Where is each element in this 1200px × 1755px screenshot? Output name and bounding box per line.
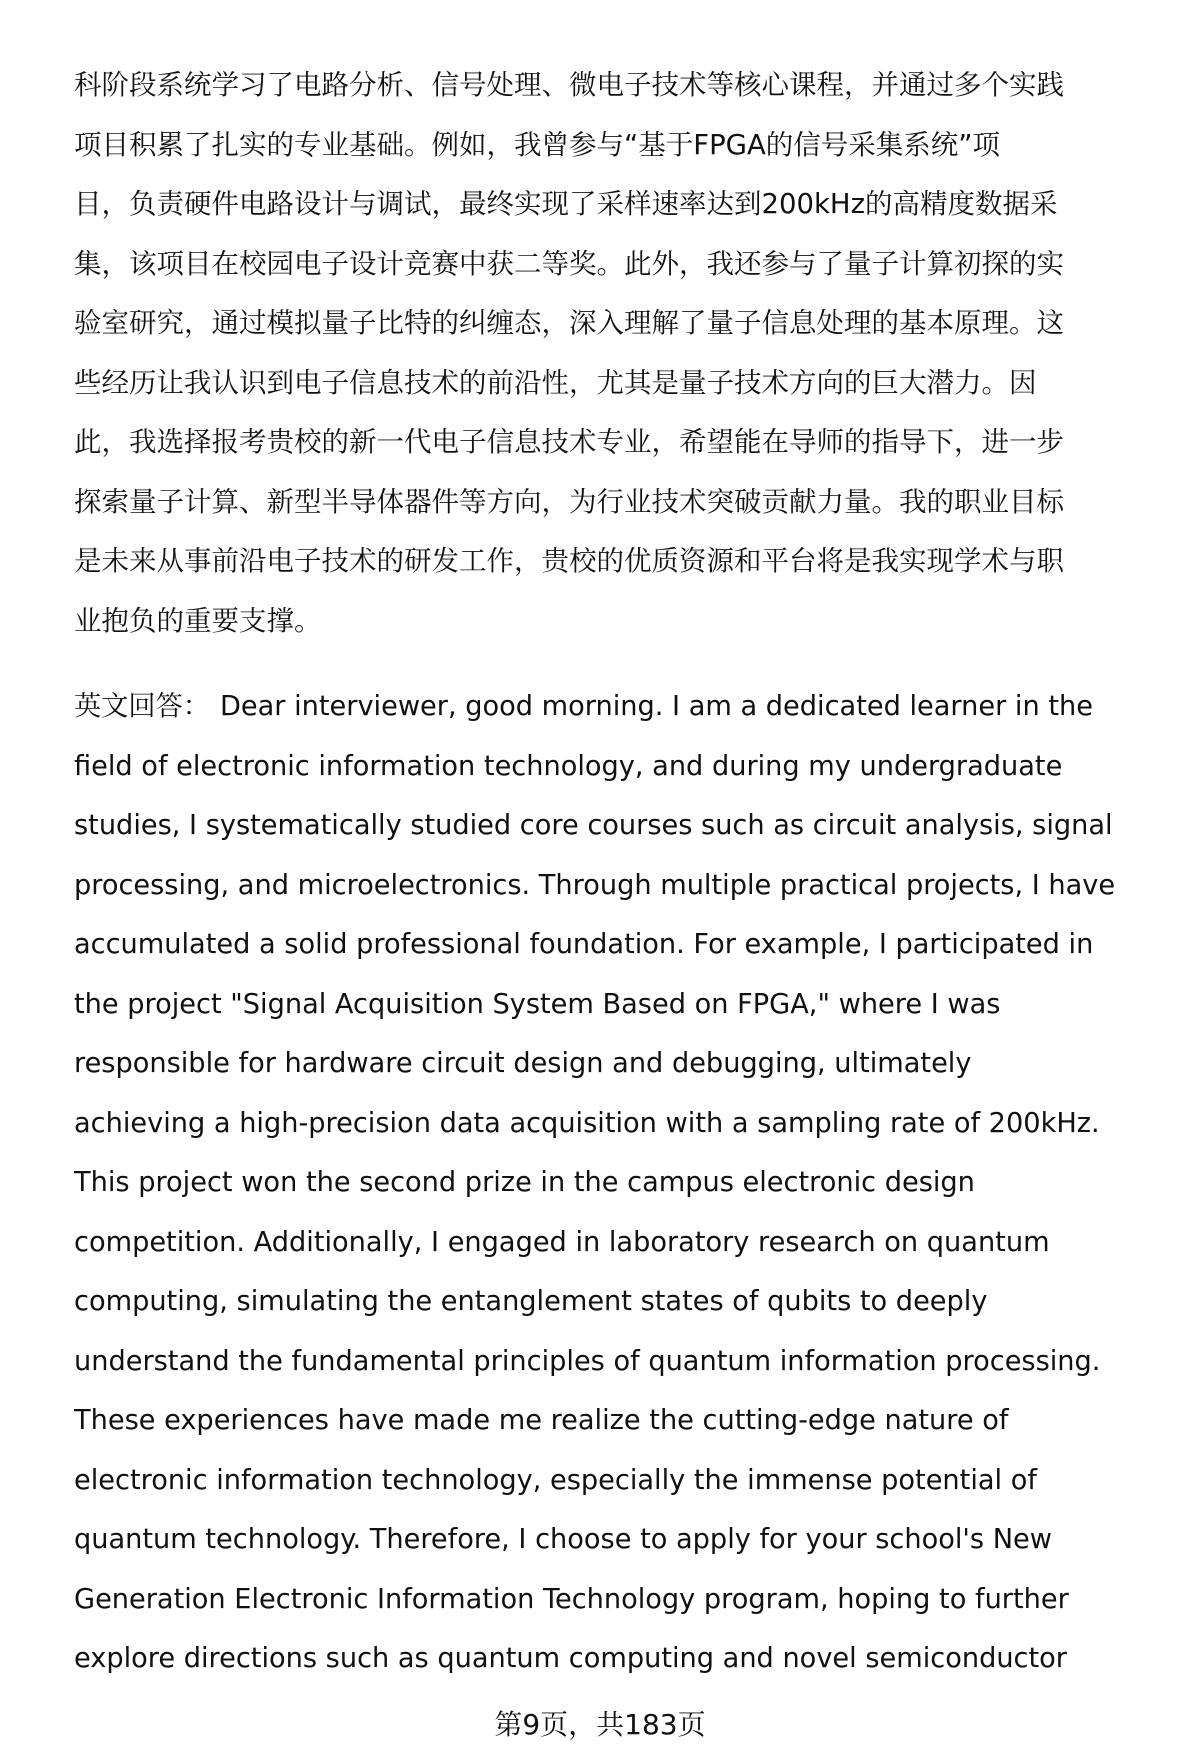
paragraph-line: processing, and microelectronics. Through multiple practical projects, I have	[74, 869, 1116, 901]
paragraph-line: the project "Signal Acquisition System Based on FPGA," where I was	[74, 988, 1001, 1020]
paragraph-line: 此，我选择报考贵校的新一代电子信息技术专业，希望能在导师的指导下，进一步	[74, 426, 1064, 458]
paragraph-line: 科阶段系统学习了电路分析、信号处理、微电子技术等核心课程，并通过多个实践	[74, 69, 1064, 101]
paragraph-line: computing, simulating the entanglement states of qubits to deeply	[74, 1286, 988, 1317]
paragraph-line: competition. Additionally, I engaged in laboratory research on quantum	[74, 1226, 1050, 1258]
paragraph-line: Generation Electronic Information Technology program, hoping to further	[74, 1583, 1069, 1615]
paragraph-line: achieving a high-precision data acquisition with a sampling rate of 200kHz.	[74, 1107, 1100, 1139]
paragraph-line: 是未来从事前沿电子技术的研发工作，贵校的优质资源和平台将是我实现学术与职	[74, 545, 1064, 577]
paragraph-line: 业抱负的重要支撑。	[74, 604, 322, 637]
paragraph-line: This project won the second prize in the campus electronic design	[74, 1167, 975, 1198]
paragraph-line: 探索量子计算、新型半导体器件等方向，为行业技术突破贡献力量。我的职业目标	[74, 485, 1064, 518]
paragraph-line: field of electronic information technology, and during my undergraduate	[74, 750, 1063, 782]
paragraph-line: 验室研究，通过模拟量子比特的纠缠态，深入理解了量子信息处理的基本原理。这	[74, 307, 1064, 339]
paragraph-line: 些经历让我认识到电子信息技术的前沿性，尤其是量子技术方向的巨大潜力。因	[74, 366, 1037, 399]
paragraph-line	[74, 677, 1164, 737]
chinese-answer-paragraph	[74, 56, 1164, 651]
page-number-footer: 第9页，共183页	[494, 1708, 706, 1741]
paragraph-line: quantum technology. Therefore, I choose to apply for your school's New	[74, 1524, 1053, 1555]
paragraph-line: studies, I systematically studied core courses such as circuit analysis, signal	[74, 810, 1113, 841]
paragraph-line: explore directions such as quantum computing and novel semiconductor	[74, 1643, 1067, 1674]
paragraph-line-text: Dear interviewer, good morning. I am a dedicated learner in the	[219, 691, 1093, 722]
paragraph-line: 目，负责硬件电路设计与调试，最终实现了采样速率达到200kHz的高精度数据采	[74, 188, 1058, 220]
paragraph-line: 项目积累了扎实的专业基础。例如，我曾参与“基于FPGA的信号采集系统”项	[74, 128, 1001, 161]
english-answer-paragraph	[74, 677, 1164, 1689]
paragraph-line: accumulated a solid professional foundation. For example, I participated in	[74, 929, 1094, 960]
english-answer-label: 英文回答：	[74, 691, 210, 722]
paragraph-line: responsible for hardware circuit design and debugging, ultimately	[74, 1048, 972, 1079]
paragraph-line: electronic information technology, especially the immense potential of	[74, 1464, 1037, 1496]
paragraph-line: 集，该项目在校园电子设计竞赛中获二等奖。此外，我还参与了量子计算初探的实	[74, 247, 1064, 280]
paragraph-line: These experiences have made me realize the cutting-edge nature of	[74, 1405, 1009, 1436]
paragraph-line: understand the fundamental principles of quantum information processing.	[74, 1345, 1101, 1377]
